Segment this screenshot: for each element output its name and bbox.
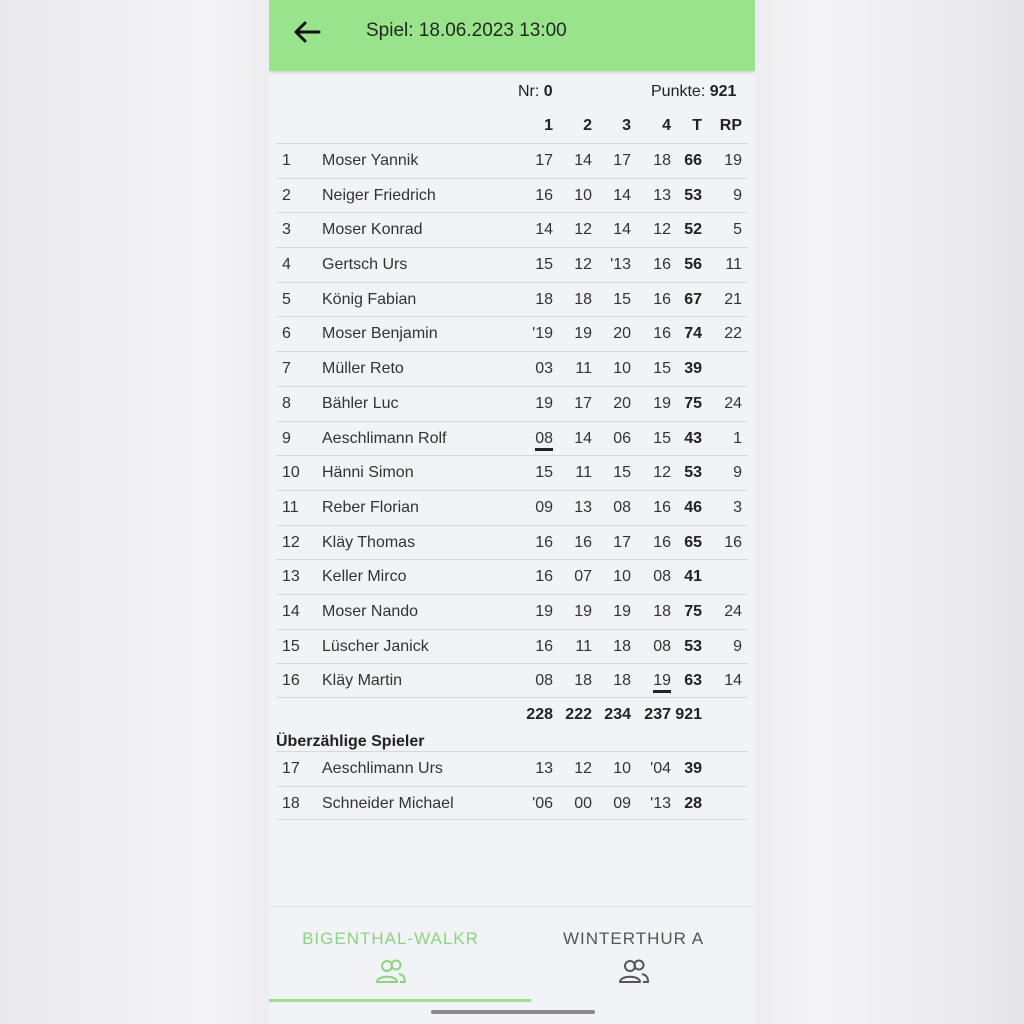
- score-round-1-value: 09: [535, 498, 553, 516]
- score-round-4-value: 15: [653, 429, 671, 447]
- extra-players-heading: Überzählige Spieler: [276, 733, 425, 750]
- player-total-value: 41: [684, 568, 702, 586]
- score-round-1-value: 16: [535, 637, 553, 655]
- game-number-value: 0: [543, 83, 553, 100]
- player-name: [322, 795, 454, 813]
- score-round-1-value: 08: [535, 672, 553, 690]
- player-name: [322, 360, 404, 378]
- player-rp: [696, 187, 742, 205]
- game-number-label: Nr:: [518, 83, 540, 100]
- player-rp-value: 9: [733, 464, 742, 482]
- player-total-value: 74: [684, 325, 702, 343]
- score-round-3-value: 19: [613, 602, 631, 620]
- player-rp-value: 14: [724, 672, 742, 690]
- player-total: [656, 360, 702, 378]
- tab-label: WINTERTHUR A: [562, 929, 705, 948]
- player-name-value: Müller Reto: [322, 360, 404, 378]
- player-rp-value: 3: [733, 498, 742, 516]
- total-round-3: 234: [604, 706, 631, 723]
- player-total: [656, 760, 702, 778]
- player-name: [322, 256, 407, 274]
- table-row[interactable]: [276, 351, 748, 386]
- player-name-value: Kläy Thomas: [322, 533, 416, 551]
- player-rank: [282, 360, 291, 378]
- score-round-1-value: 16: [535, 533, 553, 551]
- player-name-value: König Fabian: [322, 290, 417, 308]
- score-round-4-value: 18: [653, 602, 671, 620]
- score-round-1-value: 18: [535, 290, 553, 308]
- player-rank: [282, 221, 291, 239]
- player-name: [322, 221, 423, 239]
- player-name: [322, 325, 438, 343]
- table-row[interactable]: [276, 525, 748, 560]
- player-name: [322, 499, 419, 517]
- player-rank-value: 4: [282, 256, 291, 274]
- table-row[interactable]: [276, 490, 748, 525]
- table-row[interactable]: [276, 143, 748, 178]
- player-total-value: 52: [684, 221, 702, 239]
- score-round-2-value: 11: [575, 464, 592, 482]
- player-name-value: Moser Nando: [322, 602, 419, 620]
- player-name-value: Kläy Martin: [322, 672, 403, 690]
- player-name-value: Keller Mirco: [322, 568, 407, 586]
- score-round-1-value: 16: [535, 568, 553, 586]
- extra-players-table: [276, 751, 748, 820]
- tab-bigenthal-walkr[interactable]: [269, 907, 512, 1003]
- score-round-3-value: 15: [613, 464, 631, 482]
- player-name: [322, 568, 406, 586]
- player-total: [656, 795, 702, 813]
- column-header-round-2: 2: [583, 117, 592, 134]
- total-round-1: 228: [526, 706, 553, 723]
- player-rank-value: 17: [282, 760, 300, 777]
- table-row[interactable]: [276, 786, 748, 821]
- score-round-4-value: 08: [653, 568, 671, 586]
- score-round-3-value: 17: [613, 152, 631, 169]
- score-round-2-value: 17: [574, 394, 592, 412]
- player-rank: [282, 499, 299, 517]
- player-rank-value: 3: [282, 221, 291, 239]
- score-round-1-value: 15: [535, 256, 553, 274]
- score-round-2-value: 19: [574, 325, 592, 343]
- score-round-2-value: 14: [574, 152, 592, 169]
- player-rp-value: 19: [724, 152, 742, 169]
- player-rank-value: 16: [282, 672, 300, 690]
- score-round-3-value: 20: [613, 394, 631, 412]
- score-round-1-value: '06: [532, 794, 553, 812]
- player-rank: [282, 638, 300, 656]
- player-rp: [696, 638, 742, 656]
- score-round-1-value: 08: [535, 430, 553, 451]
- score-round-4-value: 16: [653, 325, 671, 343]
- table-row[interactable]: [276, 455, 748, 490]
- player-rank-value: 8: [282, 394, 291, 412]
- player-rank-value: 5: [282, 290, 291, 308]
- column-header-total: T: [692, 117, 702, 134]
- player-name-value: Reber Florian: [322, 498, 419, 516]
- player-name-value: Lüscher Janick: [322, 637, 429, 655]
- points-summary: [651, 83, 736, 101]
- score-round-2-value: 16: [574, 533, 592, 551]
- player-rp: [696, 256, 742, 274]
- home-indicator[interactable]: [431, 1010, 595, 1014]
- arrow-left-icon: [293, 20, 321, 44]
- player-name-value: Moser Yannik: [322, 152, 419, 169]
- tab-winterthur-a[interactable]: [512, 907, 755, 1003]
- game-number: [518, 83, 553, 101]
- player-rank: [282, 291, 291, 309]
- player-total-value: 63: [684, 672, 702, 690]
- player-rp-value: 1: [733, 429, 742, 447]
- score-round-3-value: 06: [613, 429, 631, 447]
- player-name-value: Gertsch Urs: [322, 256, 408, 274]
- app-bar: [269, 0, 755, 71]
- player-total-value: 65: [684, 533, 702, 551]
- player-total-value: 39: [684, 760, 702, 777]
- score-round-3-value: 18: [613, 672, 631, 690]
- score-round-3-value: 20: [613, 325, 631, 343]
- player-total-value: 53: [684, 637, 702, 655]
- score-round-3-value: 14: [613, 186, 631, 204]
- player-rp-value: 16: [724, 533, 742, 551]
- player-rank: [282, 152, 291, 170]
- score-round-3-value: 10: [613, 760, 631, 777]
- bottom-tab-bar: [269, 906, 755, 1024]
- player-name-value: Hänni Simon: [322, 464, 414, 482]
- score-round-2-value: 12: [574, 256, 592, 274]
- player-name: [322, 638, 429, 656]
- player-rank-value: 10: [282, 464, 300, 482]
- score-round-3-value: 10: [613, 568, 631, 586]
- player-rank-value: 1: [282, 152, 291, 169]
- score-round-4-value: 16: [653, 290, 671, 308]
- score-round-2-value: 18: [574, 672, 592, 690]
- player-total-value: 46: [684, 498, 702, 516]
- score-round-4-value: 16: [653, 498, 671, 516]
- player-rank: [282, 464, 300, 482]
- score-round-4-value: '13: [650, 794, 671, 812]
- people-icon: [618, 957, 650, 985]
- page-title: Spiel: 18.06.2023 13:00: [366, 20, 567, 41]
- player-rp-value: 5: [733, 221, 742, 239]
- table-row[interactable]: [276, 386, 748, 421]
- player-total-value: 53: [684, 186, 702, 204]
- tab-label: BIGENTHAL-WALKR: [302, 929, 479, 948]
- score-round-4-value: 15: [653, 360, 671, 378]
- player-total-value: 53: [684, 464, 702, 482]
- table-row[interactable]: [276, 594, 748, 629]
- score-round-4-value: 08: [653, 637, 671, 655]
- player-rank: [282, 395, 291, 413]
- player-rp: [696, 672, 742, 690]
- score-round-3-value: 17: [613, 533, 631, 551]
- player-rank: [282, 325, 291, 343]
- score-round-3-value: 09: [613, 794, 631, 812]
- player-rank-value: 9: [282, 429, 291, 447]
- player-rp-value: 22: [724, 325, 742, 343]
- score-round-4-value: 13: [653, 186, 671, 204]
- player-total-value: 28: [684, 794, 702, 812]
- app-screen: [269, 0, 755, 1024]
- column-header-rp: RP: [719, 117, 742, 134]
- active-tab-indicator: [269, 999, 531, 1002]
- player-rp-value: 24: [724, 602, 742, 620]
- score-round-2-value: 11: [575, 360, 592, 378]
- player-rank: [282, 256, 291, 274]
- player-rp: [696, 325, 742, 343]
- player-total-value: 43: [684, 429, 702, 447]
- player-total-value: 67: [684, 290, 702, 308]
- player-name-value: Moser Benjamin: [322, 325, 438, 343]
- player-rank-value: 18: [282, 794, 300, 812]
- player-name-value: Schneider Michael: [322, 794, 454, 812]
- score-round-4-value: 12: [653, 221, 671, 239]
- player-rank: [282, 187, 291, 205]
- player-rank-value: 6: [282, 325, 291, 343]
- player-name: [322, 291, 416, 309]
- score-round-2-value: 18: [574, 290, 592, 308]
- player-rank-value: 7: [282, 360, 291, 378]
- score-round-1-value: 16: [535, 186, 553, 204]
- player-name-value: Aeschlimann Rolf: [322, 429, 447, 447]
- score-round-2-value: 07: [574, 568, 592, 586]
- player-rank: [282, 603, 300, 621]
- score-round-4-value: 16: [653, 256, 671, 274]
- player-total-value: 66: [684, 152, 702, 169]
- score-round-1-value: 13: [535, 760, 553, 777]
- player-rp-value: 9: [733, 186, 742, 204]
- player-rank: [282, 672, 300, 690]
- score-round-1-value: 17: [535, 152, 553, 169]
- table-row[interactable]: [276, 421, 748, 456]
- player-total-value: 56: [684, 256, 702, 274]
- score-round-4-value: '04: [650, 760, 671, 777]
- score-round-4-value: 19: [653, 672, 671, 693]
- player-name: [322, 464, 414, 482]
- score-round-1-value: '19: [532, 325, 553, 343]
- score-round-1-value: 19: [535, 602, 553, 620]
- score-round-3-value: 08: [613, 498, 631, 516]
- player-rank-value: 2: [282, 186, 291, 204]
- player-name-value: Moser Konrad: [322, 221, 423, 239]
- totals-row: [276, 704, 748, 726]
- player-name: [322, 152, 418, 170]
- score-round-2-value: 14: [574, 429, 592, 447]
- points-label: Punkte:: [651, 83, 706, 100]
- player-rp: [696, 499, 742, 517]
- score-round-4-value: 12: [653, 464, 671, 482]
- player-rank: [282, 534, 300, 552]
- player-name: [322, 430, 447, 448]
- column-header-round-3: 3: [622, 117, 631, 134]
- player-rp: [696, 464, 742, 482]
- player-rp: [696, 221, 742, 239]
- player-rp-value: 9: [733, 637, 742, 655]
- player-rp: [696, 395, 742, 413]
- grand-total: 921: [675, 706, 702, 723]
- people-icon: [375, 957, 407, 985]
- player-name-value: Neiger Friedrich: [322, 186, 436, 204]
- player-total-value: 75: [684, 602, 702, 620]
- player-rp: [696, 603, 742, 621]
- player-name: [322, 603, 418, 621]
- player-rank-value: 12: [282, 533, 300, 551]
- score-round-1-value: 19: [535, 394, 553, 412]
- players-table: [276, 143, 748, 698]
- table-row[interactable]: [276, 316, 748, 351]
- score-round-2-value: 00: [574, 794, 592, 812]
- player-rp: [696, 291, 742, 309]
- player-total: [656, 568, 702, 586]
- score-round-1-value: 15: [535, 464, 553, 482]
- player-rp-value: 11: [725, 256, 742, 274]
- score-round-2-value: 11: [575, 637, 592, 655]
- table-row[interactable]: [276, 178, 748, 213]
- player-total-value: 75: [684, 394, 702, 412]
- score-round-4-value: 16: [653, 533, 671, 551]
- player-rank: [282, 795, 300, 813]
- player-rp-value: 24: [724, 394, 742, 412]
- table-row[interactable]: [276, 663, 748, 698]
- player-rp-value: 21: [724, 290, 742, 308]
- player-rank-value: 14: [282, 602, 300, 620]
- score-round-3-value: 14: [613, 221, 631, 239]
- score-round-3-value: '13: [610, 256, 631, 274]
- score-round-4-value: 18: [653, 152, 671, 169]
- player-name: [322, 672, 402, 690]
- table-row[interactable]: [276, 212, 748, 247]
- table-row[interactable]: [276, 282, 748, 317]
- score-round-3-value: 18: [613, 637, 631, 655]
- score-round-3-value: 10: [613, 360, 631, 378]
- table-row[interactable]: [276, 629, 748, 664]
- player-rank-value: 13: [282, 568, 300, 586]
- table-row[interactable]: [276, 247, 748, 282]
- player-name: [322, 760, 443, 778]
- score-round-2-value: 19: [574, 602, 592, 620]
- player-name: [322, 187, 436, 205]
- score-round-2-value: 10: [574, 186, 592, 204]
- player-rank: [282, 568, 300, 586]
- column-header-round-4: 4: [662, 117, 671, 134]
- player-name: [322, 534, 415, 552]
- player-rank: [282, 760, 300, 778]
- player-name-value: Aeschlimann Urs: [322, 760, 443, 777]
- player-rp: [696, 534, 742, 552]
- score-round-4-value: 19: [653, 394, 671, 412]
- player-rank: [282, 430, 291, 448]
- score-round-1-value: 14: [535, 221, 553, 239]
- player-name-value: Bähler Luc: [322, 394, 399, 412]
- points-value: 921: [709, 83, 737, 100]
- player-total-value: 39: [684, 360, 702, 378]
- total-round-2: 222: [565, 706, 592, 723]
- score-round-2-value: 12: [574, 221, 592, 239]
- player-name: [322, 395, 399, 413]
- table-row[interactable]: [276, 559, 748, 594]
- score-round-1-value: 03: [535, 360, 553, 378]
- table-row[interactable]: [276, 751, 748, 786]
- score-round-2-value: 13: [574, 498, 592, 516]
- player-rp: [696, 430, 742, 448]
- score-round-3-value: 15: [613, 290, 631, 308]
- total-round-4: 237: [644, 706, 671, 723]
- column-header-round-1: 1: [544, 117, 553, 134]
- player-rp: [696, 152, 742, 170]
- score-round-2-value: 12: [574, 760, 592, 777]
- back-button[interactable]: [289, 14, 325, 50]
- player-rank-value: 11: [282, 498, 299, 516]
- player-rank-value: 15: [282, 637, 300, 655]
